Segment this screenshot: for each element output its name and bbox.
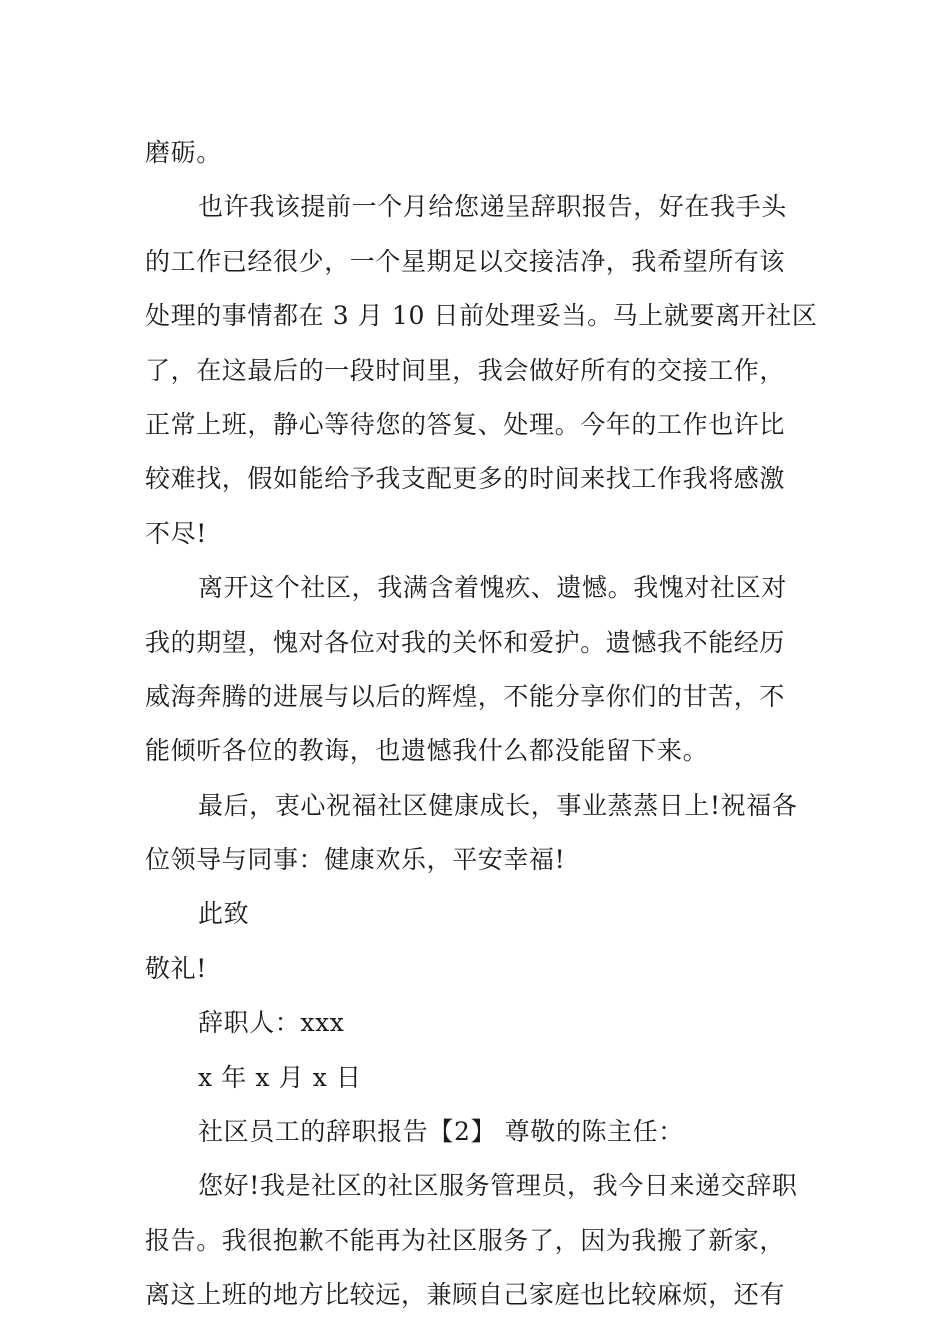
text-line: 位领导与同事：健康欢乐，平安幸福! (145, 845, 566, 875)
text-line: 较难找，假如能给予我支配更多的时间来找工作我将感激 (145, 464, 786, 494)
text-line: 最后，衷心祝福社区健康成长，事业蒸蒸日上!祝福各 (198, 790, 798, 820)
closing-line: 此致 (198, 899, 250, 929)
text-line: 正常上班，静心等待您的答复、处理。今年的工作也许比 (145, 409, 786, 439)
salutation-line: 敬礼! (145, 953, 207, 983)
text-line: 磨砺。 (145, 138, 222, 167)
text-line: 我的期望，愧对各位对我的关怀和爱护。遗憾我不能经历 (145, 627, 786, 657)
document-body (145, 126, 818, 1323)
text-line: 处理的事情都在 3 月 10 日前处理妥当。马上就要离开社区 (145, 301, 818, 331)
text-line: 的工作已经很少，一个星期足以交接洁净，我希望所有该 (145, 246, 786, 276)
text-line: 不尽! (145, 518, 207, 548)
text-line: 您好!我是社区的社区服务管理员，我今日来递交辞职 (198, 1171, 798, 1201)
text-line: 威海奔腾的进展与以后的辉煌，不能分享你们的甘苦，不 (145, 681, 786, 711)
text-line: 离开这个社区，我满含着愧疚、遗憾。我愧对社区对 (198, 573, 787, 603)
date-line: x 年 x 月 x 日 (198, 1062, 362, 1092)
text-line: 了，在这最后的一段时间里，我会做好所有的交接工作， (145, 355, 786, 385)
signature-line: 辞职人：xxx (198, 1008, 345, 1038)
text-line: 也许我该提前一个月给您递呈辞职报告，好在我手头 (198, 192, 787, 222)
text-line: 离这上班的地方比较远，兼顾自己家庭也比较麻烦，还有 (145, 1280, 786, 1310)
text-line: 能倾听各位的教诲，也遗憾我什么都没能留下来。 (145, 736, 709, 766)
section-heading: 社区员工的辞职报告【2】 尊敬的陈主任： (198, 1117, 684, 1147)
text-line: 报告。我很抱歉不能再为社区服务了，因为我搬了新家， (145, 1225, 786, 1255)
